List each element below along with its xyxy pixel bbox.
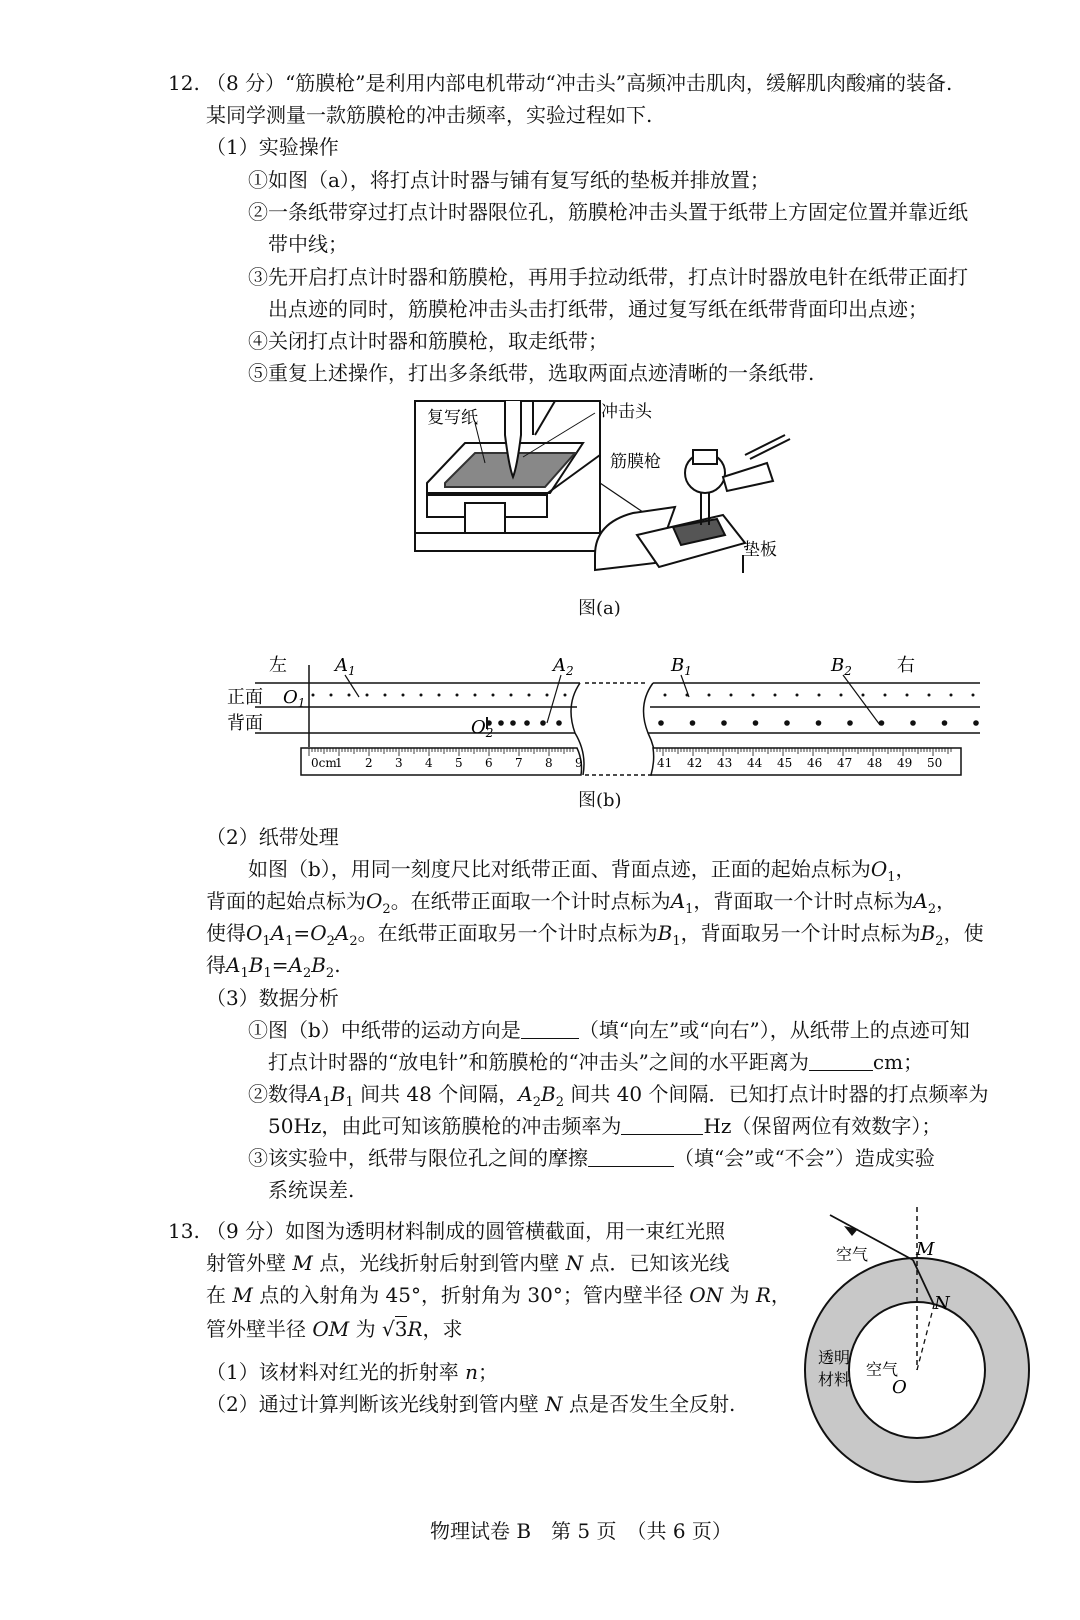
back-dot	[847, 720, 853, 726]
figure-tube	[800, 1205, 1030, 1495]
page-footer: 物理试卷 B 第 5 页 （共 6 页）	[430, 1519, 732, 1543]
back-dot	[784, 720, 790, 726]
fig-a-label-pad: 垫板	[743, 540, 777, 560]
back-dot	[540, 720, 546, 726]
ruler-label: 5	[455, 756, 463, 770]
front-dot	[564, 694, 567, 697]
label-B2-sub: 2	[844, 664, 852, 678]
answer-blank-direction[interactable]	[521, 1018, 579, 1039]
front-dot	[474, 694, 477, 697]
label-O1-sub: 1	[297, 696, 306, 710]
q12-q3-3-line2: 系统误差.	[268, 1178, 355, 1202]
back-dot	[556, 720, 562, 726]
ruler-label: 43	[717, 756, 733, 770]
q12-step4: ④关闭打点计时器和筋膜枪，取走纸带；	[248, 329, 608, 353]
back-dot	[910, 720, 916, 726]
fig-air-out: 空气	[836, 1245, 869, 1264]
fig-b-back: 背面	[227, 713, 263, 734]
q12-q3-1-line2: 打点计时器的“放电针”和筋膜枪的“冲击头”之间的水平距离为 cm；	[268, 1050, 924, 1074]
label-B1-sub: 1	[684, 664, 692, 678]
fig-label-M: M	[916, 1239, 935, 1260]
q12-step2: ②一条纸带穿过打点计时器限位孔，筋膜枪冲击头置于纸带上方固定位置并靠近纸	[248, 200, 968, 224]
front-dot	[928, 694, 931, 697]
q12-q3-2-line2: 50Hz，由此可知该筋膜枪的冲击频率为 Hz（保留两位有效数字）；	[268, 1114, 942, 1138]
q12-q3-1-line1: ①图（b）中纸带的运动方向是 （填“向左”或“向右”），从纸带上的点迹可知	[248, 1018, 970, 1042]
label-B1: B	[671, 655, 685, 676]
svg-text:A2	[551, 655, 574, 678]
back-dot	[816, 720, 822, 726]
front-dot	[348, 694, 351, 697]
ruler-label: 50	[927, 756, 943, 770]
ruler-label: 45	[777, 756, 793, 770]
front-dot	[708, 694, 711, 697]
fig-b-right: 右	[897, 655, 915, 676]
answer-blank-distance[interactable]	[809, 1050, 873, 1071]
ruler-label: 3	[395, 756, 403, 770]
q12-q3-2-line1: ②数得$A_1B_1$ 间共 48 个间隔，$A_2B_2$ 间共 40 个间隔．已知打点计时器的打点频率为	[248, 1082, 989, 1110]
front-dot	[456, 694, 459, 697]
fig-material-2: 材料	[818, 1370, 851, 1389]
front-dot	[664, 694, 667, 697]
front-dot	[330, 694, 333, 697]
answer-blank-friction[interactable]	[588, 1146, 674, 1167]
answer-blank-frequency[interactable]	[621, 1114, 703, 1135]
q12-part3-title: （3）数据分析	[206, 986, 339, 1010]
label-B2: B	[831, 655, 845, 676]
back-dot	[498, 720, 504, 726]
front-dot	[752, 694, 755, 697]
fig-a-label-carbon: 复写纸	[427, 408, 478, 428]
ruler-label: 49	[897, 756, 913, 770]
svg-text:O1	[283, 687, 305, 710]
label-O1: O	[283, 687, 298, 708]
q12-part1-title: （1）实验操作	[206, 135, 339, 159]
ruler-label: 41	[657, 756, 673, 770]
q12-p2-line3: 使得$O_1A_1=O_2A_2$。在纸带正面取另一个计时点标为$B_1$，背面取另一个计时点标为$B_2$，使	[206, 921, 984, 949]
ruler-label: 6	[485, 756, 493, 770]
front-dot	[420, 694, 423, 697]
q13-sub2: （2）通过计算判断该光线射到管内壁 N 点是否发生全反射.	[206, 1392, 736, 1416]
fig-a-label-gun: 筋膜枪	[610, 452, 661, 472]
q12-p2-line2: 背面的起始点标为$O_2$。在纸带正面取一个计时点标为$A_1$，背面取一个计时点标为$A_2$，	[206, 889, 957, 917]
front-dot	[438, 694, 441, 697]
front-dot	[312, 694, 315, 697]
front-dot	[384, 694, 387, 697]
front-dot	[796, 694, 799, 697]
ruler-label: 47	[837, 756, 853, 770]
label-A1: A	[335, 655, 348, 676]
front-dot	[492, 694, 495, 697]
figure-a	[405, 395, 805, 590]
ruler-label: 0cm	[311, 756, 337, 770]
front-dot	[862, 694, 865, 697]
q13-line4: 管外壁半径 OM 为 √3R，求	[206, 1317, 463, 1341]
ruler-label: 7	[515, 756, 523, 770]
back-dot	[721, 720, 727, 726]
q12-p2-line1: 如图（b），用同一刻度尺比对纸带正面、背面点迹，正面的起始点标为$O_1$，	[248, 857, 916, 885]
ruler-label: 42	[687, 756, 703, 770]
label-A2: A	[553, 655, 566, 676]
back-dot	[942, 720, 948, 726]
front-dot	[774, 694, 777, 697]
q12-step1: ①如图（a），将打点计时器与铺有复写纸的垫板并排放置；	[248, 168, 770, 192]
q12-number: 12.	[168, 71, 200, 95]
sqrt-sign: √	[381, 1317, 395, 1341]
ruler-label: 46	[807, 756, 823, 770]
q12-step2b: 带中线；	[268, 232, 348, 256]
q12-line1: （8 分）“筋膜枪”是利用内部电机带动“冲击头”高频冲击肌肉，缓解肌肉酸痛的装备.	[206, 71, 953, 95]
label-O2-sub: 2	[485, 726, 494, 740]
front-dot	[840, 694, 843, 697]
back-dot	[690, 720, 696, 726]
incident-arrow	[844, 1226, 858, 1236]
q12-step3: ③先开启打点计时器和筋膜枪，再用手拉动纸带，打点计时器放电针在纸带正面打	[248, 265, 968, 289]
front-dot	[546, 694, 549, 697]
q12-q3-3-line1: ③该实验中，纸带与限位孔之间的摩擦 （填“会”或“不会”）造成实验	[248, 1146, 935, 1170]
label-A1-sub: 1	[348, 664, 356, 678]
ruler-label: 1	[335, 756, 343, 770]
label-O2: O	[471, 717, 486, 738]
arrow-A2	[547, 675, 561, 723]
arrow-A1	[345, 675, 359, 697]
back-dot	[524, 720, 530, 726]
q12-step3b: 出点迹的同时，筋膜枪冲击头击打纸带，通过复写纸在纸带背面印出点迹；	[268, 297, 928, 321]
q13-line1: （9 分）如图为透明材料制成的圆管横截面，用一束红光照	[206, 1219, 726, 1243]
q13-sub1: （1）该材料对红光的折射率 n；	[206, 1360, 498, 1384]
svg-text:B1	[670, 655, 692, 678]
ruler-label: 44	[747, 756, 763, 770]
back-dot	[753, 720, 759, 726]
q12-p2-line4: 得$A_1B_1=A_2B_2$.	[206, 953, 341, 981]
fig-a-caption: 图(a)	[578, 598, 621, 619]
figure-b	[225, 645, 985, 785]
fig-material-1: 透明	[818, 1348, 851, 1367]
front-dot	[906, 694, 909, 697]
fig-label-O: O	[892, 1377, 907, 1398]
front-dot	[366, 694, 369, 697]
fig-b-left: 左	[269, 655, 287, 676]
ruler-label: 4	[425, 756, 433, 770]
q12-line2: 某同学测量一款筋膜枪的冲击频率，实验过程如下.	[206, 103, 653, 127]
front-dot	[950, 694, 953, 697]
q12-part2-title: （2）纸带处理	[206, 825, 339, 849]
back-dot	[510, 720, 516, 726]
q12-step5: ⑤重复上述操作，打出多条纸带，选取两面点迹清晰的一条纸带.	[248, 361, 815, 385]
fig-b-caption: 图(b)	[578, 790, 622, 811]
ruler-label: 9	[575, 756, 583, 770]
ruler-label: 8	[545, 756, 553, 770]
svg-text:B2	[830, 655, 852, 678]
fig-a-label-head: 冲击头	[601, 402, 652, 422]
fig-label-N: N	[934, 1293, 950, 1314]
svg-text:A1	[333, 655, 356, 678]
front-dot	[884, 694, 887, 697]
fig-b-front: 正面	[227, 687, 263, 708]
q13-line3: 在 M 点的入射角为 45°，折射角为 30°；管内壁半径 ON 为 R，	[206, 1283, 791, 1307]
front-dot	[730, 694, 733, 697]
back-dot	[658, 720, 664, 726]
front-dot	[528, 694, 531, 697]
back-dot	[973, 720, 979, 726]
front-dot	[510, 694, 513, 697]
ruler-label: 48	[867, 756, 883, 770]
ruler-label: 2	[365, 756, 373, 770]
sqrt-radicand: 3	[394, 1317, 408, 1341]
front-dot	[972, 694, 975, 697]
front-dot	[818, 694, 821, 697]
front-dot	[402, 694, 405, 697]
arrow-B1	[681, 675, 689, 697]
label-A2-sub: 2	[566, 664, 574, 678]
q13-line2: 射管外壁 M 点，光线折射后射到管内壁 N 点．已知该光线	[206, 1251, 730, 1275]
q13-number: 13.	[168, 1219, 200, 1243]
fig-air-in: 空气	[866, 1360, 899, 1379]
